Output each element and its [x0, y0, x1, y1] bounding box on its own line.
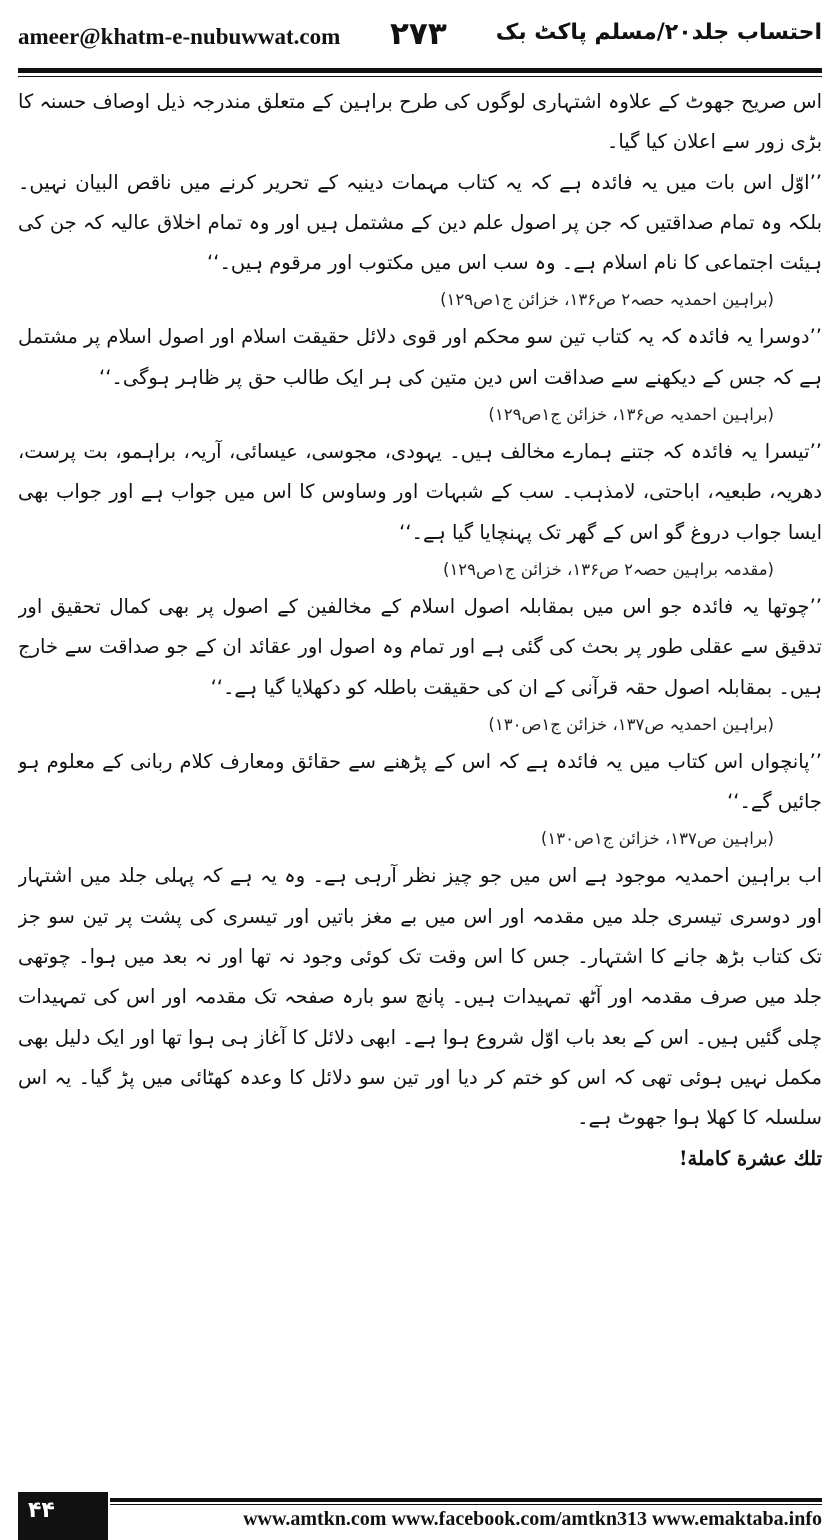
reference-2: (براہین احمدیہ ص۱۳۶، خزائن ج۱ص۱۲۹) [488, 405, 774, 425]
quote-3: ’’تیسرا یہ فائدہ کہ جتنے ہمارے مخالف ہیں۔ یہودی، مجوسی، عیسائی، آریہ، براہمو، بت پرست، دھریہ، طبعیہ، اباحتی، لامذہب۔ سب کے شبہات اور وساوس کا اس میں جواب ہے اور جواب بھی ایسا جواب دروغ گو اس کے گھر تک پہنچایا گیا ہے۔‘‘ [18, 440, 822, 544]
quote-5: ’’پانچواں اس کتاب میں یہ فائدہ ہے کہ اس کے پڑھنے سے حقائق ومعارف کلام ربانی کے معلوم ہو جائیں گے۔‘‘ [18, 749, 822, 814]
page-header [18, 14, 822, 64]
book-title: احتساب جلد۲۰/مسلم پاکٹ بک [495, 20, 822, 45]
intro-paragraph: اس صریح جھوٹ کے علاوہ اشتہاری لوگوں کی طرح براہین کے متعلق مندرجہ ذیل اوصاف حسنہ کا بڑی زور سے اعلان کیا گیا۔ [18, 90, 822, 154]
quote-1: ’’اوّل اس بات میں یہ فائدہ ہے کہ یہ کتاب مہمات دینیہ کے تحریر کرنے میں ناقص البیان نہیں۔ بلکہ وہ تمام صداقتیں کہ جن پر اصول علم دین کے مشتمل ہیں اور وہ تمام اخلاق عالیہ کہ جن کی ہیئت اجتماعی کا نام اسلام ہے۔ وہ سب اس میں مکتوب اور مرقوم ہیں۔‘‘ [18, 170, 822, 275]
page-body [18, 82, 822, 1480]
reference-5: (براہین ص۱۳۷، خزائن ج۱ص۱۳۰) [540, 829, 774, 849]
reference-1: (براہین احمدیہ حصہ۲ ص۱۳۶، خزائن ج۱ص۱۲۹) [440, 290, 774, 310]
header-rule [18, 68, 822, 73]
reference-4: (براہین احمدیہ ص۱۳۷، خزائن ج۱ص۱۳۰) [488, 714, 774, 734]
footer-rule [110, 1498, 822, 1502]
quote-2: ’’دوسرا یہ فائدہ کہ یہ کتاب تین سو محکم اور قوی دلائل حقیقت اسلام اور اصول اسلام پر مشتمل ہے کہ جس کے دیکھنے سے صداقت اس دین متین کی ہر ایک طالب حق پر ظاہر ہوگی۔‘‘ [18, 325, 822, 389]
footer-links[interactable]: www.amtkn.com www.facebook.com/amtkn313 www.emaktaba.info [243, 1508, 822, 1530]
closing-arabic: تلك عشرة كاملة! [678, 1146, 822, 1170]
reference-3: (مقدمہ براہین حصہ۲ ص۱۳۶، خزائن ج۱ص۱۲۹) [443, 559, 774, 579]
page-number: ۲۷۳ [390, 16, 447, 52]
header-email[interactable]: ameer@khatm-e-nubuwwat.com [18, 24, 341, 49]
header-rule-thin [18, 76, 822, 77]
quote-4: ’’چوتھا یہ فائدہ جو اس میں بمقابلہ اصول اسلام کے مخالفین کے اصول پر بھی کمال تحقیق اور تدقیق سے عقلی طور پر بحث کی گئی ہے اور تمام وہ اصول اور عقائد ان کے جو صداقت سے خارج ہیں۔ بمقابلہ اصول حقہ قرآنی کے ان کی حقیقت باطلہ کو دکھلایا گیا ہے۔‘‘ [18, 594, 822, 699]
footer-page-number: ۴۴ [18, 1492, 108, 1540]
conclusion-paragraph: اب براہین احمدیہ موجود ہے اس میں جو چیز نظر آرہی ہے۔ وہ یہ ہے کہ پہلی جلد میں اشتہار اور دوسری تیسری جلد میں مقدمہ اور اس میں بے مغز باتیں اور تیسری کی پشت پر تین سو جز تک کتاب بڑھ جانے کا اشتہار۔ جس کا اس وقت تک کوئی وجود نہ تھا اور نہ بعد میں ہوا۔ چوتھی جلد میں صرف مقدمہ اور آٹھ تمہیدات ہیں۔ پانچ سو بارہ صفحہ تک مقدمہ اور اس کی تمہیدات چلی گئیں ہیں۔ اس کے بعد باب اوّل شروع ہوا ہے۔ ابھی دلائل کا آغاز ہی ہوا تھا اور ایک دلیل بھی مکمل نہیں ہوئی تھی کہ اس کو ختم کر دیا اور تین سو دلائل کا وعدہ کھٹائی میں پڑ گیا۔ یہ اس سلسلہ کا کھلا ہوا جھوٹ ہے۔ [18, 864, 822, 1130]
footer-rule-thin [110, 1504, 822, 1505]
